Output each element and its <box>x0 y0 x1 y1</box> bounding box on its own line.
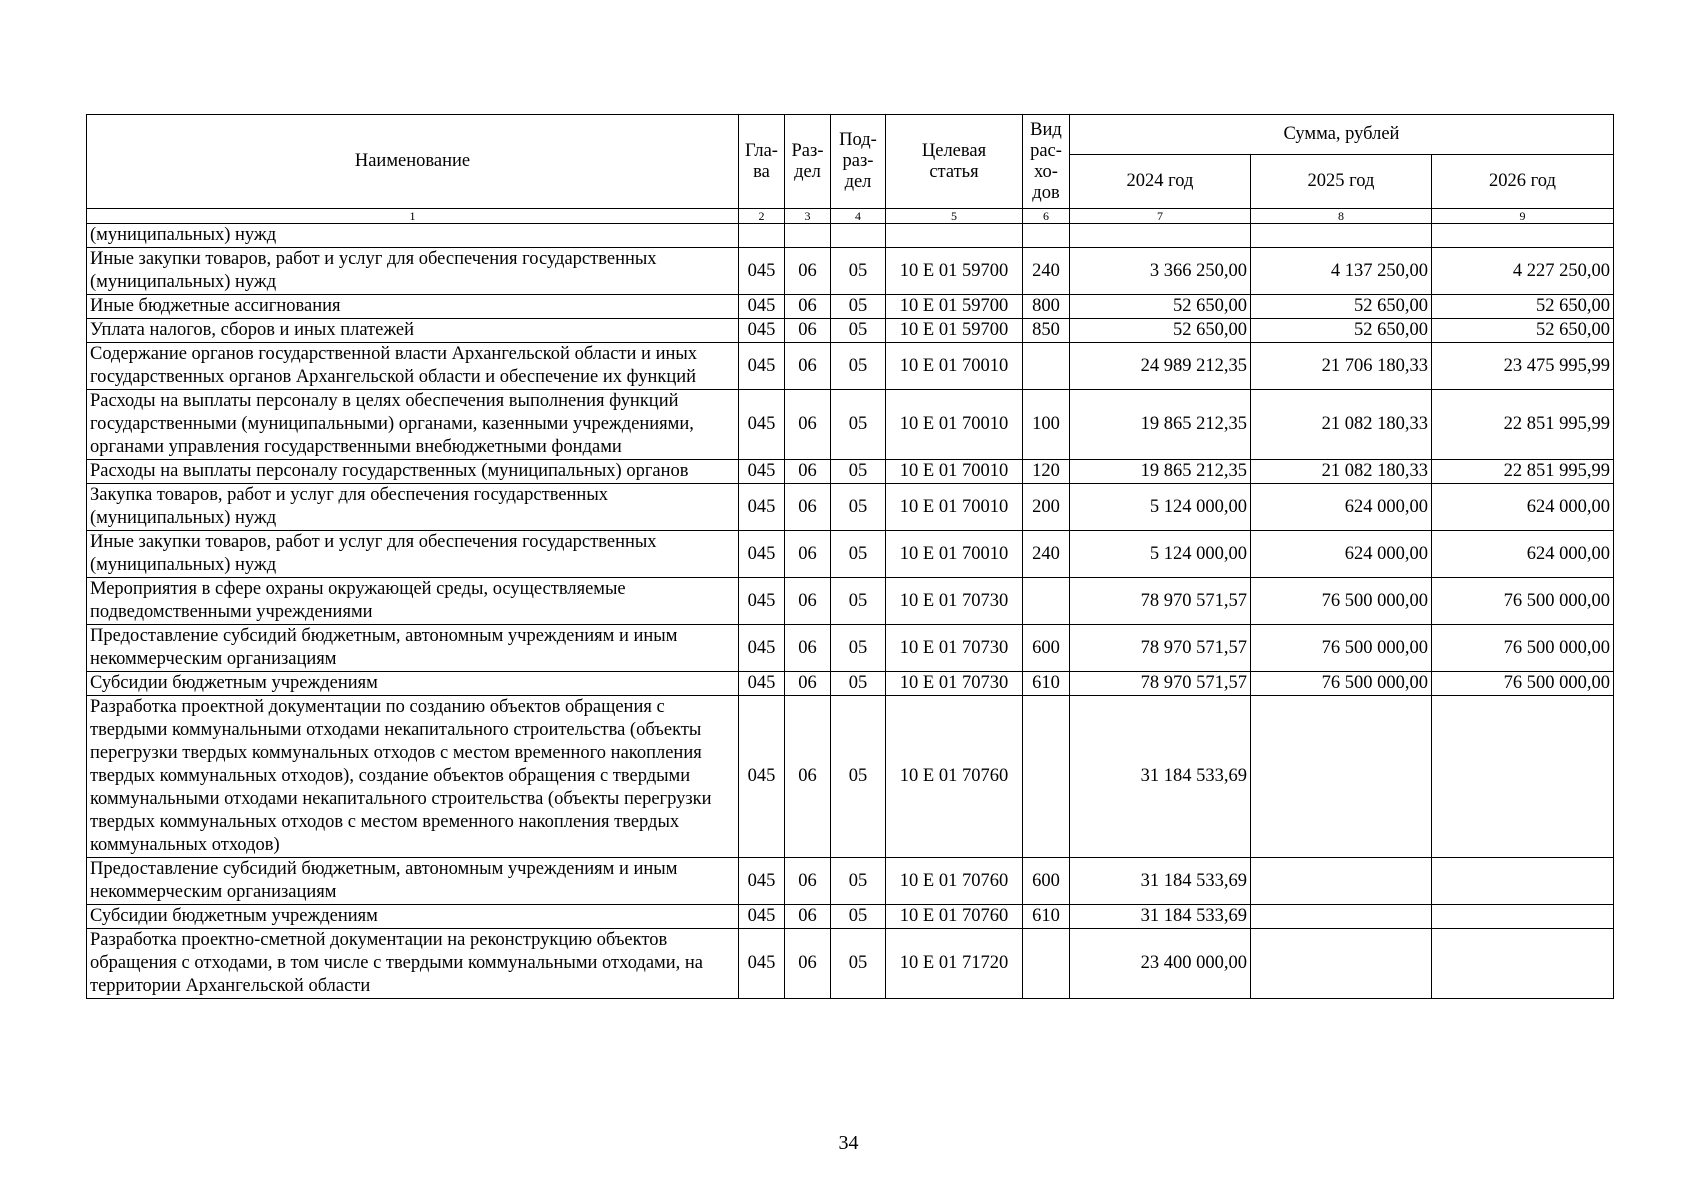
table-row <box>87 929 1614 999</box>
row-target-article: 10 Е 01 70760 <box>886 858 1023 905</box>
column-number: 2 <box>739 209 785 224</box>
table-body <box>87 224 1614 999</box>
table-row <box>87 484 1614 531</box>
row-sum-2026 <box>1432 696 1614 858</box>
row-sum-2025: 76 500 000,00 <box>1251 625 1432 672</box>
row-section: 06 <box>785 484 831 531</box>
row-sum-2025 <box>1251 224 1432 248</box>
row-expense-type: 100 <box>1023 390 1070 460</box>
table-row <box>87 531 1614 578</box>
header-year-2026: 2026 год <box>1432 155 1614 209</box>
row-chapter: 045 <box>739 905 785 929</box>
row-sum-2024: 31 184 533,69 <box>1070 858 1251 905</box>
table-row <box>87 390 1614 460</box>
row-subsection <box>831 224 886 248</box>
row-sum-2024: 5 124 000,00 <box>1070 484 1251 531</box>
row-sum-2024: 5 124 000,00 <box>1070 531 1251 578</box>
table-row <box>87 343 1614 390</box>
row-name: Иные закупки товаров, работ и услуг для обеспечения государственных (муниципальных) нужд <box>87 248 739 295</box>
row-subsection: 05 <box>831 248 886 295</box>
row-sum-2024: 24 989 212,35 <box>1070 343 1251 390</box>
row-name: Содержание органов государственной власти Архангельской области и иных государственных органов Архангельской области и обеспечение их функций <box>87 343 739 390</box>
row-chapter <box>739 224 785 248</box>
row-expense-type: 240 <box>1023 531 1070 578</box>
row-subsection: 05 <box>831 625 886 672</box>
header-target-article: Целевая статья <box>886 115 1023 209</box>
row-sum-2025: 21 706 180,33 <box>1251 343 1432 390</box>
row-sum-2025: 76 500 000,00 <box>1251 578 1432 625</box>
row-section: 06 <box>785 905 831 929</box>
table-row <box>87 460 1614 484</box>
row-name: Расходы на выплаты персоналу в целях обеспечения выполнения функций государственными (муниципальными) органами, казенными учреждениями, органами управления государственными внебюджетными фондами <box>87 390 739 460</box>
column-number: 6 <box>1023 209 1070 224</box>
row-name: Расходы на выплаты персоналу государственных (муниципальных) органов <box>87 460 739 484</box>
row-name: Предоставление субсидий бюджетным, автономным учреждениям и иным некоммерческим организациям <box>87 858 739 905</box>
row-subsection: 05 <box>831 390 886 460</box>
row-name: (муниципальных) нужд <box>87 224 739 248</box>
row-section: 06 <box>785 460 831 484</box>
row-name: Иные бюджетные ассигнования <box>87 295 739 319</box>
row-sum-2025 <box>1251 905 1432 929</box>
table-header <box>87 115 1614 224</box>
row-chapter: 045 <box>739 343 785 390</box>
row-subsection: 05 <box>831 295 886 319</box>
header-section: Раз- дел <box>785 115 831 209</box>
row-sum-2026: 22 851 995,99 <box>1432 390 1614 460</box>
row-sum-2024: 78 970 571,57 <box>1070 578 1251 625</box>
row-subsection: 05 <box>831 319 886 343</box>
table-row <box>87 224 1614 248</box>
row-expense-type: 800 <box>1023 295 1070 319</box>
column-number: 3 <box>785 209 831 224</box>
row-sum-2024: 19 865 212,35 <box>1070 390 1251 460</box>
row-sum-2024: 78 970 571,57 <box>1070 672 1251 696</box>
row-subsection: 05 <box>831 929 886 999</box>
row-chapter: 045 <box>739 248 785 295</box>
row-name: Предоставление субсидий бюджетным, автономным учреждениям и иным некоммерческим организациям <box>87 625 739 672</box>
row-sum-2026 <box>1432 905 1614 929</box>
row-expense-type: 600 <box>1023 625 1070 672</box>
row-expense-type <box>1023 929 1070 999</box>
row-sum-2024: 19 865 212,35 <box>1070 460 1251 484</box>
column-number: 9 <box>1432 209 1614 224</box>
row-subsection: 05 <box>831 531 886 578</box>
header-year-2025: 2025 год <box>1251 155 1432 209</box>
row-chapter: 045 <box>739 319 785 343</box>
row-section: 06 <box>785 390 831 460</box>
row-sum-2026: 52 650,00 <box>1432 295 1614 319</box>
row-target-article: 10 Е 01 70010 <box>886 390 1023 460</box>
column-number: 5 <box>886 209 1023 224</box>
row-subsection: 05 <box>831 905 886 929</box>
row-sum-2025: 21 082 180,33 <box>1251 390 1432 460</box>
row-sum-2024: 3 366 250,00 <box>1070 248 1251 295</box>
row-sum-2025: 52 650,00 <box>1251 295 1432 319</box>
row-chapter: 045 <box>739 929 785 999</box>
row-chapter: 045 <box>739 858 785 905</box>
row-section: 06 <box>785 696 831 858</box>
row-expense-type: 610 <box>1023 672 1070 696</box>
column-number: 1 <box>87 209 739 224</box>
row-subsection: 05 <box>831 696 886 858</box>
row-target-article: 10 Е 01 59700 <box>886 295 1023 319</box>
row-section: 06 <box>785 319 831 343</box>
row-target-article: 10 Е 01 70010 <box>886 531 1023 578</box>
row-target-article: 10 Е 01 70760 <box>886 696 1023 858</box>
table-row <box>87 578 1614 625</box>
row-section: 06 <box>785 625 831 672</box>
row-subsection: 05 <box>831 460 886 484</box>
row-sum-2026: 76 500 000,00 <box>1432 625 1614 672</box>
row-expense-type: 120 <box>1023 460 1070 484</box>
row-subsection: 05 <box>831 343 886 390</box>
row-sum-2025 <box>1251 929 1432 999</box>
row-sum-2026: 76 500 000,00 <box>1432 672 1614 696</box>
column-number: 7 <box>1070 209 1251 224</box>
row-target-article: 10 Е 01 70760 <box>886 905 1023 929</box>
row-name: Иные закупки товаров, работ и услуг для обеспечения государственных (муниципальных) нужд <box>87 531 739 578</box>
row-expense-type: 200 <box>1023 484 1070 531</box>
page-number: 34 <box>838 1132 859 1154</box>
row-name: Уплата налогов, сборов и иных платежей <box>87 319 739 343</box>
row-sum-2026: 4 227 250,00 <box>1432 248 1614 295</box>
header-subsection: Под- раз- дел <box>831 115 886 209</box>
row-section: 06 <box>785 295 831 319</box>
row-sum-2026: 52 650,00 <box>1432 319 1614 343</box>
row-subsection: 05 <box>831 578 886 625</box>
header-name: Наименование <box>87 115 739 209</box>
row-chapter: 045 <box>739 578 785 625</box>
table-row <box>87 858 1614 905</box>
column-numbers-row <box>87 209 1614 224</box>
row-name: Мероприятия в сфере охраны окружающей среды, осуществляемые подведомственными учреждениями <box>87 578 739 625</box>
row-section <box>785 224 831 248</box>
row-sum-2026 <box>1432 224 1614 248</box>
budget-table <box>86 114 1614 999</box>
row-sum-2026 <box>1432 858 1614 905</box>
table-row <box>87 319 1614 343</box>
row-sum-2026: 624 000,00 <box>1432 531 1614 578</box>
header-sum: Сумма, рублей <box>1070 115 1614 155</box>
row-sum-2026: 624 000,00 <box>1432 484 1614 531</box>
row-section: 06 <box>785 248 831 295</box>
row-sum-2025: 4 137 250,00 <box>1251 248 1432 295</box>
row-sum-2024: 52 650,00 <box>1070 319 1251 343</box>
row-target-article: 10 Е 01 71720 <box>886 929 1023 999</box>
row-sum-2024: 23 400 000,00 <box>1070 929 1251 999</box>
row-sum-2025 <box>1251 696 1432 858</box>
table-row <box>87 696 1614 858</box>
row-chapter: 045 <box>739 390 785 460</box>
row-target-article: 10 Е 01 70010 <box>886 460 1023 484</box>
row-section: 06 <box>785 858 831 905</box>
row-expense-type: 610 <box>1023 905 1070 929</box>
row-section: 06 <box>785 343 831 390</box>
row-chapter: 045 <box>739 625 785 672</box>
header-expense-type: Вид рас- хо- дов <box>1023 115 1070 209</box>
row-sum-2026: 23 475 995,99 <box>1432 343 1614 390</box>
row-target-article <box>886 224 1023 248</box>
row-section: 06 <box>785 531 831 578</box>
table-row <box>87 248 1614 295</box>
row-sum-2026: 76 500 000,00 <box>1432 578 1614 625</box>
row-expense-type <box>1023 696 1070 858</box>
row-sum-2025: 624 000,00 <box>1251 531 1432 578</box>
row-chapter: 045 <box>739 484 785 531</box>
row-sum-2025: 52 650,00 <box>1251 319 1432 343</box>
row-target-article: 10 Е 01 70730 <box>886 578 1023 625</box>
row-sum-2024 <box>1070 224 1251 248</box>
table-row <box>87 625 1614 672</box>
row-sum-2026 <box>1432 929 1614 999</box>
row-target-article: 10 Е 01 70730 <box>886 625 1023 672</box>
row-subsection: 05 <box>831 672 886 696</box>
row-sum-2026: 22 851 995,99 <box>1432 460 1614 484</box>
row-sum-2024: 52 650,00 <box>1070 295 1251 319</box>
row-sum-2025: 21 082 180,33 <box>1251 460 1432 484</box>
row-sum-2024: 78 970 571,57 <box>1070 625 1251 672</box>
row-section: 06 <box>785 578 831 625</box>
row-subsection: 05 <box>831 484 886 531</box>
table-row <box>87 672 1614 696</box>
row-name: Разработка проектно-сметной документации на реконструкцию объектов обращения с отходами, в том числе с твердыми коммунальными отходами, на территории Архангельской области <box>87 929 739 999</box>
row-target-article: 10 Е 01 70730 <box>886 672 1023 696</box>
row-chapter: 045 <box>739 460 785 484</box>
table-row <box>87 295 1614 319</box>
row-name: Разработка проектной документации по созданию объектов обращения с твердыми коммунальными отходами некапитального строительства (объекты перегрузки твердых коммунальных отходов с местом временного накопления твердых коммунальных отходов), создание объектов обращения с твердыми коммунальными отходами некапитального строительства (объекты перегрузки твердых коммунальных отходов с местом временного накопления твердых коммунальных отходов) <box>87 696 739 858</box>
row-expense-type <box>1023 224 1070 248</box>
row-sum-2025: 624 000,00 <box>1251 484 1432 531</box>
row-section: 06 <box>785 929 831 999</box>
row-sum-2024: 31 184 533,69 <box>1070 905 1251 929</box>
row-target-article: 10 Е 01 70010 <box>886 484 1023 531</box>
row-expense-type <box>1023 343 1070 390</box>
row-target-article: 10 Е 01 70010 <box>886 343 1023 390</box>
column-number: 4 <box>831 209 886 224</box>
row-subsection: 05 <box>831 858 886 905</box>
row-sum-2024: 31 184 533,69 <box>1070 696 1251 858</box>
row-chapter: 045 <box>739 531 785 578</box>
row-sum-2025: 76 500 000,00 <box>1251 672 1432 696</box>
row-chapter: 045 <box>739 696 785 858</box>
row-name: Субсидии бюджетным учреждениям <box>87 672 739 696</box>
row-chapter: 045 <box>739 295 785 319</box>
table-row <box>87 905 1614 929</box>
header-chapter: Гла- ва <box>739 115 785 209</box>
row-name: Субсидии бюджетным учреждениям <box>87 905 739 929</box>
column-number: 8 <box>1251 209 1432 224</box>
row-section: 06 <box>785 672 831 696</box>
header-year-2024: 2024 год <box>1070 155 1251 209</box>
row-target-article: 10 Е 01 59700 <box>886 319 1023 343</box>
row-sum-2025 <box>1251 858 1432 905</box>
row-target-article: 10 Е 01 59700 <box>886 248 1023 295</box>
row-expense-type: 850 <box>1023 319 1070 343</box>
row-expense-type <box>1023 578 1070 625</box>
row-chapter: 045 <box>739 672 785 696</box>
row-name: Закупка товаров, работ и услуг для обеспечения государственных (муниципальных) нужд <box>87 484 739 531</box>
row-expense-type: 240 <box>1023 248 1070 295</box>
row-expense-type: 600 <box>1023 858 1070 905</box>
